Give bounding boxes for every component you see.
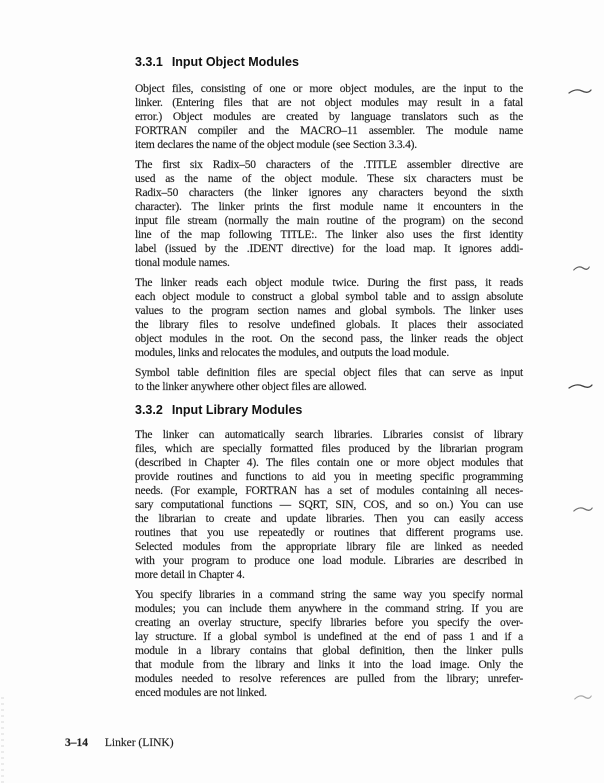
section-title: Input Object Modules: [171, 55, 299, 69]
text-line: You specify libraries in a command string the same way you specify normal: [135, 589, 523, 601]
paragraph: [135, 588, 523, 700]
text-line: each object module to construct a global symbol table and to assign absolute: [135, 291, 523, 303]
text-line: modules, links and relocates the modules, and outputs the load module.: [135, 347, 450, 359]
text-line: tional module names.: [135, 257, 230, 269]
text-line: (described in Chapter 4). The files contain one or more object modules that: [135, 457, 523, 469]
text-line: Object files, consisting of one or more object modules, are the input to the: [135, 83, 523, 95]
text-line: modules needed to resolve references are pulled from the library; unrefer-: [135, 673, 523, 685]
section-number: 3.3.1: [135, 55, 163, 69]
text-line: Selected modules from the appropriate library file are linked as needed: [135, 541, 523, 553]
page-number: 3–14: [65, 737, 88, 749]
text-line: routines that you use repeatedly or routines that different programs use.: [135, 527, 523, 539]
text-line: The first six Radix–50 characters of the .TITLE assembler directive are: [135, 159, 523, 171]
text-line: The linker can automatically search libraries. Libraries consist of library: [135, 429, 523, 441]
text-line: with your program to produce one load module. Libraries are described in: [135, 555, 523, 567]
text-line: the librarian to create and update libraries. Then you can easily access: [135, 513, 523, 525]
section-heading: [135, 55, 523, 69]
section-title: Input Library Modules: [171, 403, 303, 417]
text-line: the library files to resolve undefined globals. It places their associated: [135, 319, 523, 331]
text-line: linker. (Entering files that are not object modules may result in a fatal: [135, 97, 523, 109]
text-line: enced modules are not linked.: [135, 687, 267, 699]
text-line: Radix–50 characters (the linker ignores any characters beyond the sixth: [135, 187, 523, 199]
scan-artifact-mark: [568, 382, 593, 390]
text-line: more detail in Chapter 4.: [135, 569, 245, 581]
scan-artifact-mark: [573, 505, 593, 513]
text-line: FORTRAN compiler and the MACRO–11 assembler. The module name: [135, 125, 523, 137]
text-line: modules; you can include them anywhere in the command string. If you are: [135, 603, 523, 615]
page-content: [135, 55, 523, 706]
text-line: character). The linker prints the first module name it encounters in the: [135, 201, 523, 213]
section-heading: [135, 403, 523, 417]
text-line: module in a library contains that global definition, then the linker pulls: [135, 645, 523, 657]
page-edge-noise: [1, 697, 4, 783]
text-line: item declares the name of the object module (see Section 3.3.4).: [135, 139, 417, 151]
text-line: creating an overlay structure, specify libraries before you specify the over-: [135, 617, 523, 629]
text-line: that module from the library and links it into the load image. Only the: [135, 659, 523, 671]
text-line: Symbol table definition files are special object files that can serve as input: [135, 367, 523, 379]
paragraph: [135, 366, 523, 394]
scan-artifact-mark: [568, 87, 592, 95]
scan-artifact-mark: [573, 264, 590, 272]
text-line: provide routines and functions to aid you in meeting specific programming: [135, 471, 523, 483]
text-line: values to the program section names and global symbols. The linker uses: [135, 305, 523, 317]
text-line: needs. (For example, FORTRAN has a set of modules containing all neces-: [135, 485, 523, 497]
section: [135, 55, 523, 394]
section-number: 3.3.2: [135, 403, 163, 417]
paragraph: [135, 276, 523, 360]
text-line: lay structure. If a global symbol is undefined at the end of pass 1 and if a: [135, 631, 523, 643]
text-line: line of the map following TITLE:. The linker also uses the first identity: [135, 229, 523, 241]
text-line: input file stream (normally the main routine of the program) on the second: [135, 215, 523, 227]
text-line: label (issued by the .IDENT directive) for the load map. It ignores addi-: [135, 243, 523, 255]
text-line: used as the name of the object module. These six characters must be: [135, 173, 523, 185]
running-title: Linker (LINK): [104, 737, 174, 749]
text-line: object modules in the root. On the second pass, the linker reads the object: [135, 333, 523, 345]
scan-artifact-mark: [574, 693, 592, 701]
text-line: files, which are specially formatted files produced by the librarian program: [135, 443, 523, 455]
paragraph: [135, 428, 523, 582]
page-footer: [65, 736, 174, 750]
section: [135, 403, 523, 700]
text-line: error.) Object modules are created by language translators such as the: [135, 111, 523, 123]
paragraph: [135, 158, 523, 270]
text-line: sary computational functions — SQRT, SIN, COS, and so on.) You can use: [135, 499, 523, 511]
text-line: The linker reads each object module twice. During the first pass, it reads: [135, 277, 523, 289]
text-line: to the linker anywhere other object files are allowed.: [135, 381, 367, 393]
paragraph: [135, 82, 523, 152]
